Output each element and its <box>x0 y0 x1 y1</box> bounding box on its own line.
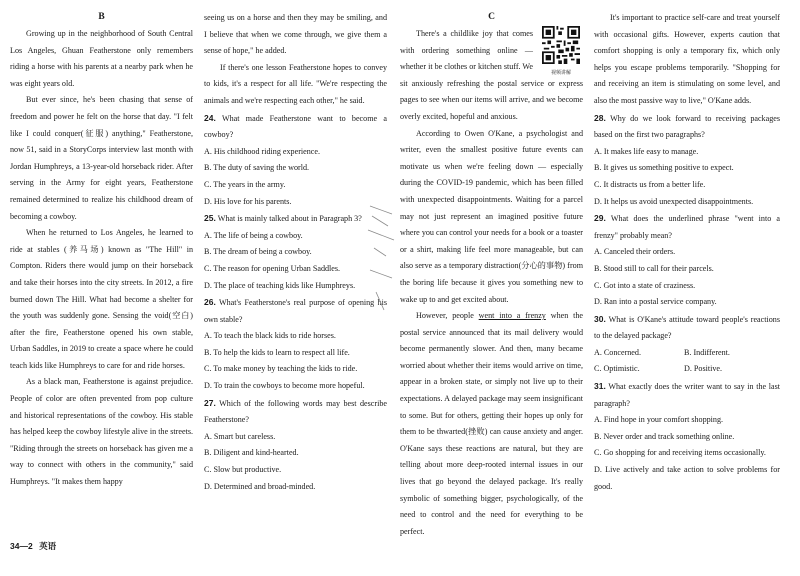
question-27 <box>204 395 387 496</box>
option: C. The years in the army. <box>204 179 286 189</box>
question-25 <box>204 210 387 294</box>
option: A. Smart but careless. <box>204 431 276 441</box>
paragraph: But ever since, he's been chasing that sense of freedom and power he felt on the horse that day. "I felt like I could conquer(征服) anything," Featherstone, now 51, said in a StoryCorps interview last month with Jordan Humphreys, a 13-year-old horseback rider. After serving in the Army for eight years, Featherstone remained determined to realize his childhood dream of becoming a cowboy. <box>10 95 193 221</box>
option: C. Slow but productive. <box>204 465 282 475</box>
option: C. To make money by teaching the kids to ride. <box>204 364 358 374</box>
scribble-stroke <box>368 206 394 310</box>
qr-code-icon <box>539 26 583 64</box>
paragraph: According to Owen O'Kane, a psychologist and writer, even the smallest positive future events can motivate us when we're feeling down — especially during the COVID-19 pandemic, which has been filled with unexpected disappointments. Waiting for a parcel may not just represent an imagined positive future where you can control your needs for a book or a toaster or a shirt, making life feel more manageable, but can also serve as a temporary distraction(分心的事物) from the boring life because it gives you something new to wake up to and get excited about. <box>400 128 583 304</box>
option: C. It distracts us from a better life. <box>594 179 706 189</box>
option: B. Never order and track something online. <box>594 431 735 441</box>
option: A. Concerned. <box>594 347 641 357</box>
option: B. Indifferent. <box>684 347 730 357</box>
paragraph: Growing up in the neighborhood of South Central Los Angeles, Ghuan Featherstone only remembers riding a horse with his parents at a nearby park when he was eight years old. <box>10 29 193 88</box>
option: B. Stood still to call for their parcels. <box>594 263 714 273</box>
option: D. Positive. <box>684 364 722 374</box>
question-28 <box>594 110 780 211</box>
paragraph: If there's one lesson Featherstone hopes to convey to kids, it's a respect for all life. "We're respecting the animals and we're respecting each other," he said. <box>204 62 387 105</box>
page-number: 34—2 <box>10 541 33 551</box>
question-26 <box>204 294 387 395</box>
option: A. To teach the black kids to ride horses. <box>204 331 336 341</box>
question-number: 24. <box>204 112 216 123</box>
option: B. The dream of being a cowboy. <box>204 247 312 257</box>
question-stem: What made Featherstone want to become a cowboy? <box>204 113 387 140</box>
option: D. To train the cowboys to become more hopeful. <box>204 381 365 391</box>
option: A. The life of being a cowboy. <box>204 230 303 240</box>
underlined-phrase: went into a frenzy <box>478 311 546 321</box>
option: B. It gives us something positive to expect. <box>594 163 734 173</box>
option: D. Determined and broad-minded. <box>204 481 316 491</box>
paragraph: seeing us on a horse and then they may be smiling, and I believe that when we come through, we give them a sense of hope," he added. <box>204 13 387 56</box>
qr-code[interactable] <box>539 26 583 76</box>
question-stem: What is O'Kane's attitude toward people's reactions to the delayed package? <box>594 314 780 341</box>
section-label-c: C <box>488 12 495 22</box>
option: B. The duty of saving the world. <box>204 163 310 173</box>
paragraph: There's a childlike joy that comes with ordering something online — whether it be clothes or kitchen stuff. We sit anxiously refreshing the postal service or express pages to see when our items will arrive, and we become overly excited, hopeful and anxious. <box>400 29 583 121</box>
section-label-b: B <box>98 12 105 22</box>
option: A. Canceled their orders. <box>594 247 676 257</box>
pencil-scribble <box>366 200 396 320</box>
question-30 <box>594 311 780 378</box>
option: D. It helps us avoid unexpected disappointments. <box>594 196 754 206</box>
option: C. Optimistic. <box>594 364 640 374</box>
option: D. The place of teaching kids like Humphreys. <box>204 280 356 290</box>
question-number: 28. <box>594 112 606 123</box>
column-3 <box>400 10 583 540</box>
option: A. It makes life easy to manage. <box>594 146 699 156</box>
question-number: 25. <box>204 213 216 224</box>
option: C. The reason for opening Urban Saddles. <box>204 263 341 273</box>
question-stem: What is mainly talked about in Paragraph 3? <box>217 214 362 224</box>
option: A. Find hope in your comfort shopping. <box>594 415 724 425</box>
column-4 <box>594 10 780 495</box>
option: C. Go shopping for and receiving items occasionally. <box>594 448 766 458</box>
question-stem: What's Featherstone's real purpose of opening his own stable? <box>204 298 387 324</box>
option: B. To help the kids to learn to respect all life. <box>204 347 350 357</box>
question-number: 26. <box>204 297 216 308</box>
option: B. Diligent and kind-hearted. <box>204 448 299 458</box>
question-stem: Which of the following words may best describe Featherstone? <box>204 398 387 425</box>
subject-label: 英语 <box>39 541 57 551</box>
question-number: 27. <box>204 397 216 408</box>
question-stem: What exactly does the writer want to say in the last paragraph? <box>594 382 780 408</box>
paragraph: It's important to practice self-care and treat yourself with occasional gifts. However, experts caution that comfort shopping is only a temporary fix, which only helps you escape problems temporarily. "Shopping for and receiving an item is stimulating on some level, and also the most passive way to live," O'Kane adds. <box>594 13 780 105</box>
option: D. Live actively and take action to solve problems for good. <box>594 465 780 491</box>
question-31 <box>594 378 780 495</box>
qr-caption: 视频讲解 <box>550 70 571 76</box>
option: D. His love for his parents. <box>204 196 292 206</box>
option: A. His childhood riding experience. <box>204 146 320 156</box>
question-stem: Why do we look forward to receiving packages based on the first two paragraphs? <box>594 113 780 140</box>
column-1 <box>10 10 193 491</box>
paragraph: As a black man, Featherstone is against prejudice. People of color are often prevented from pop culture and historical representations of the cowboy. His stable has helped keep the cowboy lifestyle alive in the streets. "Riding through the streets on horseback has given me a way to connect with others in the community," said Humphreys. "It makes them happy <box>10 377 193 487</box>
question-24 <box>204 110 387 211</box>
paragraph: When he returned to Los Angeles, he learned to ride at stables (养马场) known as "The Hill" in Compton. Riders there would jump on their horseback and take their horses into the city streets. In 2012, a fire burned down The Hill. What had become a shelter for the youth was suddenly gone. Sensing the void(空白) after the fire, Featherstone opened his own stable, Urban Saddles, in 2019 to create a space where he could teach kids like Humphreys to care for and ride horses. <box>10 228 193 370</box>
question-29 <box>594 210 780 311</box>
option: C. Got into a state of craziness. <box>594 280 696 290</box>
question-number: 30. <box>594 313 606 324</box>
question-stem: What does the underlined phrase "went into a frenzy" probably mean? <box>594 214 780 240</box>
option: D. Ran into a postal service company. <box>594 297 717 307</box>
page-footer <box>10 540 56 552</box>
column-2 <box>204 10 387 495</box>
question-number: 31. <box>594 381 606 392</box>
question-number: 29. <box>594 213 606 224</box>
paragraph: However, people went into a frenzy when the postal service announced that its mail delivery would become permanently slower. And then, many became worried about whether their items would arrive on time, appear in a broken state, or simply not live up to their expectations. A delayed package may seem insignificant to some. But for others, getting their hopes up only for them to be thwarted(挫败) can cause anxiety and anger. O'Kane says these reactions are natural, but they are telling about more deep-rooted internal issues in our lives that go beyond the delayed package. It's really symbolic of something bigger, psychologically, of the need to control and the need for everything to be perfect. <box>400 311 584 536</box>
